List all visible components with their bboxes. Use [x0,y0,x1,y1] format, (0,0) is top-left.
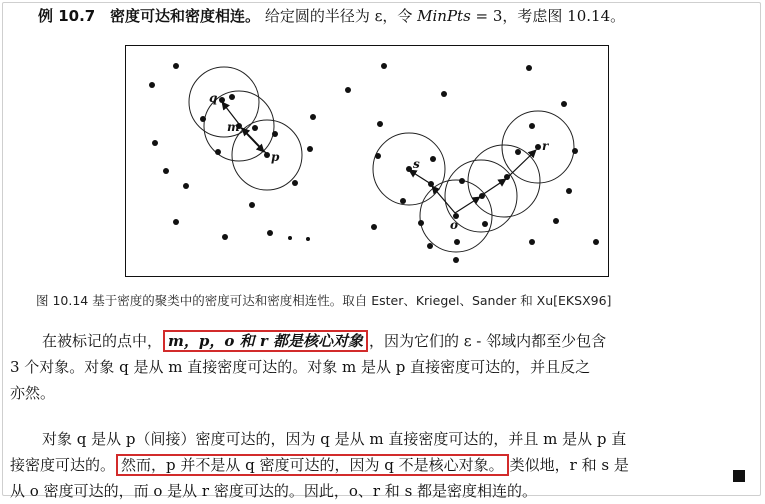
para2-rest: 类似地，r 和 s 是 [509,456,629,474]
point [375,153,381,159]
point-r [535,144,541,150]
point [229,94,235,100]
label-o: o [450,218,459,232]
point [441,91,447,97]
point [306,237,310,241]
point [307,146,313,152]
point [400,198,406,204]
example-text-a: 给定圆的半径为 ε，令 [264,7,418,25]
point [267,230,273,236]
point-s [406,166,412,172]
point [453,257,459,263]
point [430,156,436,162]
example-title [38,6,625,26]
point [428,181,434,187]
example-label: 例 10.7 [38,7,96,25]
point [561,101,567,107]
label-s: s [413,157,420,171]
point [515,149,521,155]
paragraph-2 [10,426,750,504]
para1-lead: 在被标记的点中， [42,332,163,350]
density-figure [125,45,609,277]
arrow-p-m [242,128,267,154]
point [553,218,559,224]
point [526,65,532,71]
arrow-o-y [455,197,480,213]
point [310,114,316,120]
point [200,116,206,122]
para1-line2: 3 个对象。对象 q 是从 m 直接密度可达的。对象 m 是从 p 直接密度可达的，并且反之 [10,358,591,376]
highlight-box-core-objects: m，p，o 和 r 都是核心对象 [163,330,368,352]
point-q [219,97,225,103]
point [572,148,578,154]
figure-caption: 图 10.14 基于密度的聚类中的密度可达和密度相连性。取自 Ester、Kriegel、Sander 和 Xu[EKSX96] [36,293,612,308]
paragraph-1 [10,328,750,406]
minpts-term: MinPts [417,7,471,25]
label-r: r [542,139,549,153]
point [529,123,535,129]
point [252,125,258,131]
point [427,243,433,249]
point [173,63,179,69]
point [249,202,255,208]
label-m: m [227,120,240,134]
example-heading: 密度可达和密度相连。 [110,7,261,25]
point [566,188,572,194]
point [272,131,278,137]
point [215,149,221,155]
point [288,236,292,240]
point [345,87,351,93]
point [149,82,155,88]
point [529,239,535,245]
arrow-y-z [482,179,506,195]
para2-lead: 接密度可达的。 [10,456,116,474]
point [482,221,488,227]
example-text-b: = 3，考虑图 10.14。 [470,7,626,25]
point [454,239,460,245]
para2-line1: 对象 q 是从 p（间接）密度可达的，因为 q 是从 m 直接密度可达的，并且 m 是从 p 直 [42,430,627,448]
point [418,220,424,226]
arrow-x-s [409,170,431,184]
point-p [264,152,270,158]
para1-rest: ，因为它们的 ε - 邻域内都至少包含 [368,332,607,350]
point [292,180,298,186]
point [479,193,485,199]
arrow-o-x [432,186,455,213]
label-p: p [271,150,280,164]
density-diagram [126,46,607,275]
point [593,239,599,245]
point [377,121,383,127]
arrow-m-p [239,126,264,152]
point [163,168,169,174]
point [504,174,510,180]
point [459,178,465,184]
arrow-z-r [508,150,536,177]
highlight-box-not-core: 然而，p 并不是从 q 密度可达的，因为 q 不是核心对象。 [116,454,509,476]
point [371,224,377,230]
point [152,140,158,146]
para1-line3: 亦然。 [10,384,56,402]
point [381,63,387,69]
label-q: q [209,91,218,105]
point [173,219,179,225]
point [183,183,189,189]
end-of-example-square [733,470,745,482]
point [222,234,228,240]
para2-line3: 从 o 密度可达的，而 o 是从 r 密度可达的。因此，o、r 和 s 都是密度相连的。 [10,482,538,500]
